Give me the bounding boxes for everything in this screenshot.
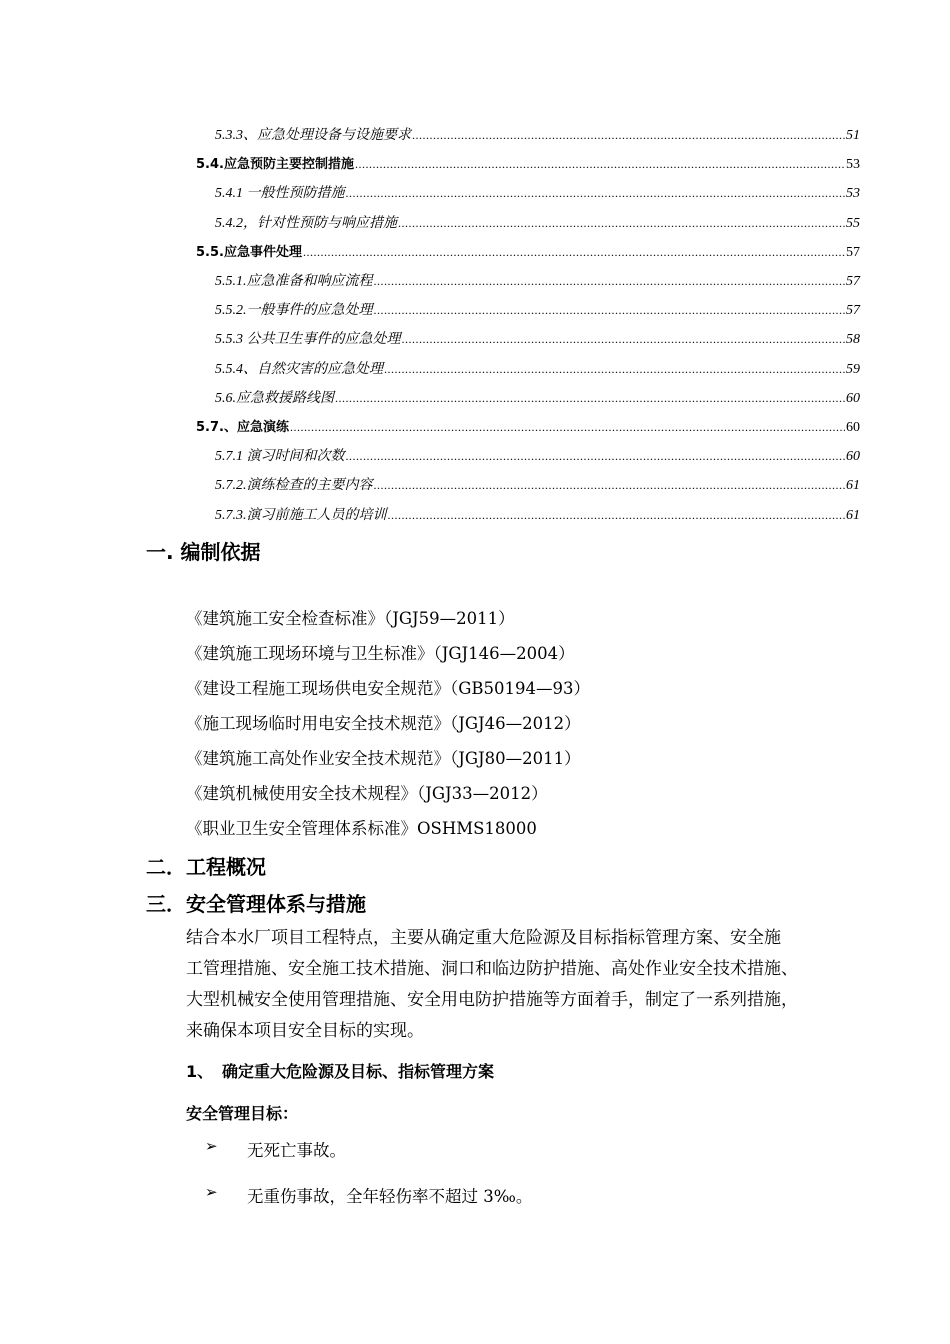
arrow-bullet-icon: ➢ [205,1183,218,1201]
toc-dot-leader [398,216,845,231]
toc-page-number: 51 [846,128,860,143]
toc-entry-title: 5.5.3 公共卫生事件的应急处理 [215,332,401,347]
toc-entry-title: 5.7.3.演习前施工人员的培训 [215,508,387,523]
reference-item: 《建筑施工安全检查标准》（JGJ59—2011） [186,609,515,628]
toc-entry-title: 5.4.1 一般性预防措施 [215,186,345,201]
toc-page-number: 53 [846,186,860,201]
toc-page-number: 57 [846,274,860,289]
bullet-text: 无死亡事故。 [247,1141,346,1160]
toc-page-number: 57 [846,245,860,260]
toc-page-number: 55 [846,216,860,231]
bullet-text: 无重伤事故，全年轻伤率不超过 3‰。 [247,1187,533,1206]
toc-entry-title: 5.4.2，针对性预防与响应措施 [215,216,397,231]
section-heading-overview: 二．工程概况 [146,855,266,879]
paragraph-line: 大型机械安全使用管理措施、安全用电防护措施等方面着手，制定了一系列措施， [186,990,798,1010]
reference-item: 《建设工程施工现场供电安全规范》（GB50194—93） [186,679,591,698]
toc-entry-title: 5.7.1 演习时间和次数 [215,449,345,464]
toc-dot-leader [402,332,846,347]
toc-page-number: 61 [846,508,860,523]
toc-page-number: 61 [846,478,860,493]
paragraph-line: 工管理措施、安全施工技术措施、洞口和临边防护措施、高处作业安全技术措施、 [186,959,798,979]
toc-entry-title: 5.5.应急事件处理 [196,245,302,260]
bullet-item [205,1137,346,1161]
toc-entry-title: 5.4.应急预防主要控制措施 [196,157,354,172]
toc-entry[interactable] [215,328,860,348]
toc-dot-leader [303,245,845,260]
arrow-bullet-icon: ➢ [205,1137,218,1155]
toc-entry[interactable] [196,416,860,436]
toc-entry[interactable] [196,241,860,261]
toc-entry[interactable] [215,358,860,378]
toc-entry[interactable] [215,387,860,407]
section-heading-basis: 一. 编制依据 [146,540,261,564]
toc-entry-title: 5.7.2.演练检查的主要内容 [215,478,373,493]
toc-entry[interactable] [215,445,860,465]
paragraph-line: 来确保本项目安全目标的实现。 [186,1021,424,1041]
toc-entry[interactable] [196,153,860,173]
toc-dot-leader [388,508,846,523]
toc-dot-leader [355,157,845,172]
toc-entry[interactable] [215,124,860,144]
toc-entry[interactable] [215,299,860,319]
reference-item: 《建筑施工现场环境与卫生标准》（JGJ146—2004） [186,644,575,663]
intro-paragraph [186,923,876,1047]
toc-dot-leader [346,186,846,201]
toc-entry-title: 5.7.、应急演练 [196,420,289,435]
toc-dot-leader [374,303,846,318]
toc-entry-title: 5.5.4、自然灾害的应急处理 [215,362,383,377]
toc-page-number: 60 [846,449,860,464]
toc-entry-title: 5.3.3、应急处理设备与设施要求 [215,128,411,143]
toc-entry[interactable] [215,182,860,202]
toc-entry[interactable] [215,270,860,290]
toc-dot-leader [412,128,845,143]
reference-item: 《建筑施工高处作业安全技术规范》（JGJ80—2011） [186,749,581,768]
subsection-number: 1、 [186,1062,214,1081]
toc-dot-leader [374,478,846,493]
toc-dot-leader [335,391,845,406]
toc-entry[interactable] [215,504,860,524]
toc-entry-title: 5.5.2.一般事件的应急处理 [215,303,373,318]
toc-page-number: 57 [846,303,860,318]
toc-entry-title: 5.6.应急救援路线图 [215,391,334,406]
toc-page-number: 58 [846,332,860,347]
toc-entry[interactable] [215,212,860,232]
toc-page-number: 59 [846,362,860,377]
bullet-item [205,1183,532,1207]
toc-entry[interactable] [215,474,860,494]
subsection-title: 确定重大危险源及目标、指标管理方案 [222,1062,495,1081]
section-heading-safety: 三．安全管理体系与措施 [146,892,366,916]
reference-item: 《施工现场临时用电安全技术规范》（JGJ46—2012） [186,714,581,733]
toc-page-number: 60 [846,420,860,435]
toc-page-number: 60 [846,391,860,406]
reference-item: 《建筑机械使用安全技术规程》（JGJ33—2012） [186,784,548,803]
reference-item: 《职业卫生安全管理体系标准》OSHMS18000 [186,819,537,838]
safety-goal-label: 安全管理目标： [186,1104,299,1123]
paragraph-line: 结合本水厂项目工程特点，主要从确定重大危险源及目标指标管理方案、安全施 [186,928,781,948]
toc-dot-leader [384,362,845,377]
toc-entry-title: 5.5.1.应急准备和响应流程 [215,274,373,289]
toc-dot-leader [374,274,846,289]
toc-dot-leader [346,449,846,464]
toc-page-number: 53 [846,157,860,172]
toc-dot-leader [290,420,845,435]
